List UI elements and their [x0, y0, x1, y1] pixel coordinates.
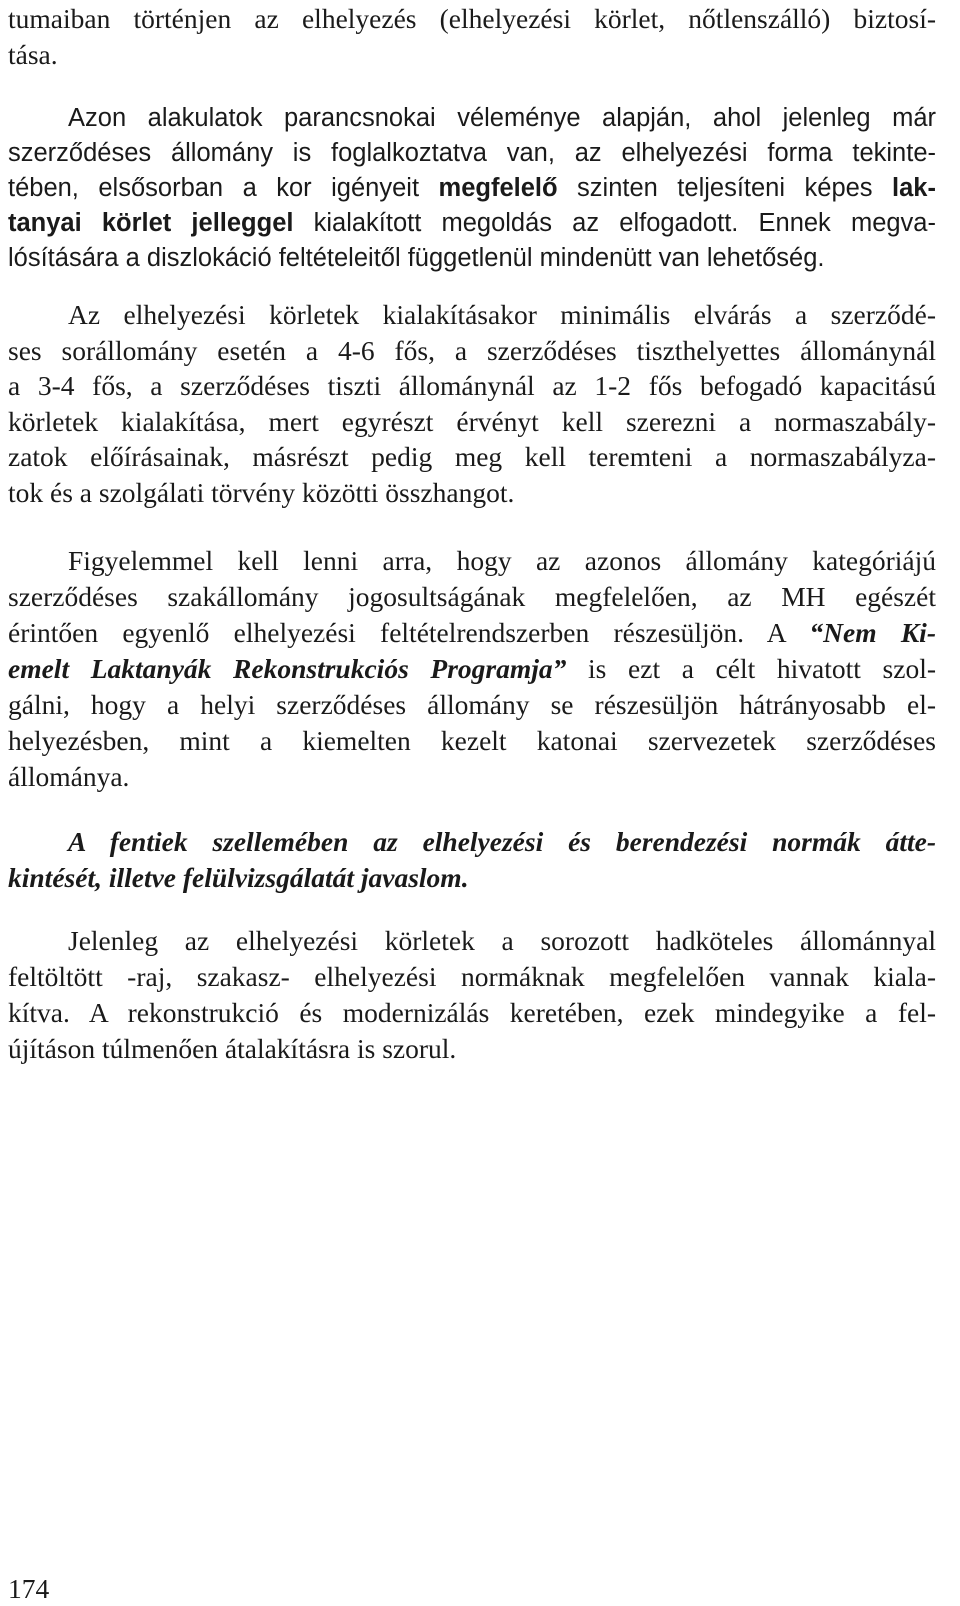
- text-line: [8, 206, 936, 240]
- proposal-line: A fentiek szellemében az elhelyezési és berendezési normák átte-: [68, 826, 936, 857]
- page-number: 174: [8, 1573, 50, 1604]
- text-run: kialakított megoldás az elfogadott. Ennek megva-: [293, 209, 936, 237]
- text-line: lósítására a diszlokáció feltételeitől függetlenül mindenütt van lehetőség.: [8, 244, 825, 272]
- program-title: emelt Laktanyák Rekonstrukciós Programja”: [8, 653, 567, 684]
- text-line: szerződéses állomány is foglalkoztatva van, az elhelyezési forma tekinte-: [8, 139, 936, 167]
- text-line: körletek kialakítása, mert egyrészt érvényt kell szerezni a normaszabály-: [8, 406, 936, 437]
- text-line: tumaiban történjen az elhelyezés (elhelyezési körlet, nőtlenszálló) biztosí-: [8, 3, 936, 34]
- text-line: feltöltött -raj, szakasz- elhelyezési normáknak megfelelően vannak kiala-: [8, 961, 936, 992]
- text-line: újításon túlmenően átalakításra is szorul.: [8, 1033, 457, 1064]
- text-line: Jelenleg az elhelyezési körletek a sorozott hadköteles állománnyal: [68, 925, 936, 956]
- program-title: “Nem Ki-: [809, 617, 936, 648]
- text-run: is ezt a célt hivatott szol-: [566, 653, 937, 684]
- text-run: érintően egyenlő elhelyezési feltételrendszerben részesüljön. A: [8, 617, 810, 648]
- proposal-line: kintését, illetve felülvizsgálatát javaslom.: [8, 862, 469, 893]
- text-line: állománya.: [8, 761, 130, 792]
- text-line: a 3-4 fős, a szerződéses tiszti állománynál az 1-2 fős befogadó kapacitású: [8, 370, 936, 401]
- text-line: Azon alakulatok parancsnokai véleménye alapján, ahol jelenleg már: [68, 104, 936, 132]
- text-run: tében, elsősorban a kor igényeit: [8, 174, 439, 202]
- text-line: tok és a szolgálati törvény közötti összhangot.: [8, 477, 515, 508]
- text-line: tása.: [8, 39, 58, 70]
- text-run: szinten teljesíteni képes: [557, 174, 893, 202]
- emphasis-text: tanyai körlet jelleggel: [8, 209, 294, 237]
- text-line: szerződéses szakállomány jogosultságának megfelelően, az MH egészét: [8, 581, 936, 612]
- emphasis-text: megfelelő: [438, 174, 558, 202]
- text-line: Figyelemmel kell lenni arra, hogy az azonos állomány kategóriájú: [68, 545, 936, 576]
- text-line: [8, 616, 936, 650]
- text-line: ses sorállomány esetén a 4-6 fős, a szerződéses tiszthelyettes állománynál: [8, 335, 936, 366]
- text-line: gálni, hogy a helyi szerződéses állomány se részesüljön hátrányosabb el-: [8, 689, 936, 720]
- text-line: zatok előírásainak, másrészt pedig meg kell teremteni a normaszabályza-: [8, 441, 936, 472]
- text-line: Az elhelyezési körletek kialakításakor minimális elvárás a szerződé-: [68, 299, 936, 330]
- text-line: [8, 171, 936, 205]
- text-line: kítva. A rekonstrukció és modernizálás keretében, ezek mindegyike a fel-: [8, 997, 936, 1028]
- text-line: [8, 652, 936, 686]
- text-line: helyezésben, mint a kiemelten kezelt katonai szervezetek szerződéses: [8, 725, 936, 756]
- emphasis-text: lak-: [892, 174, 936, 202]
